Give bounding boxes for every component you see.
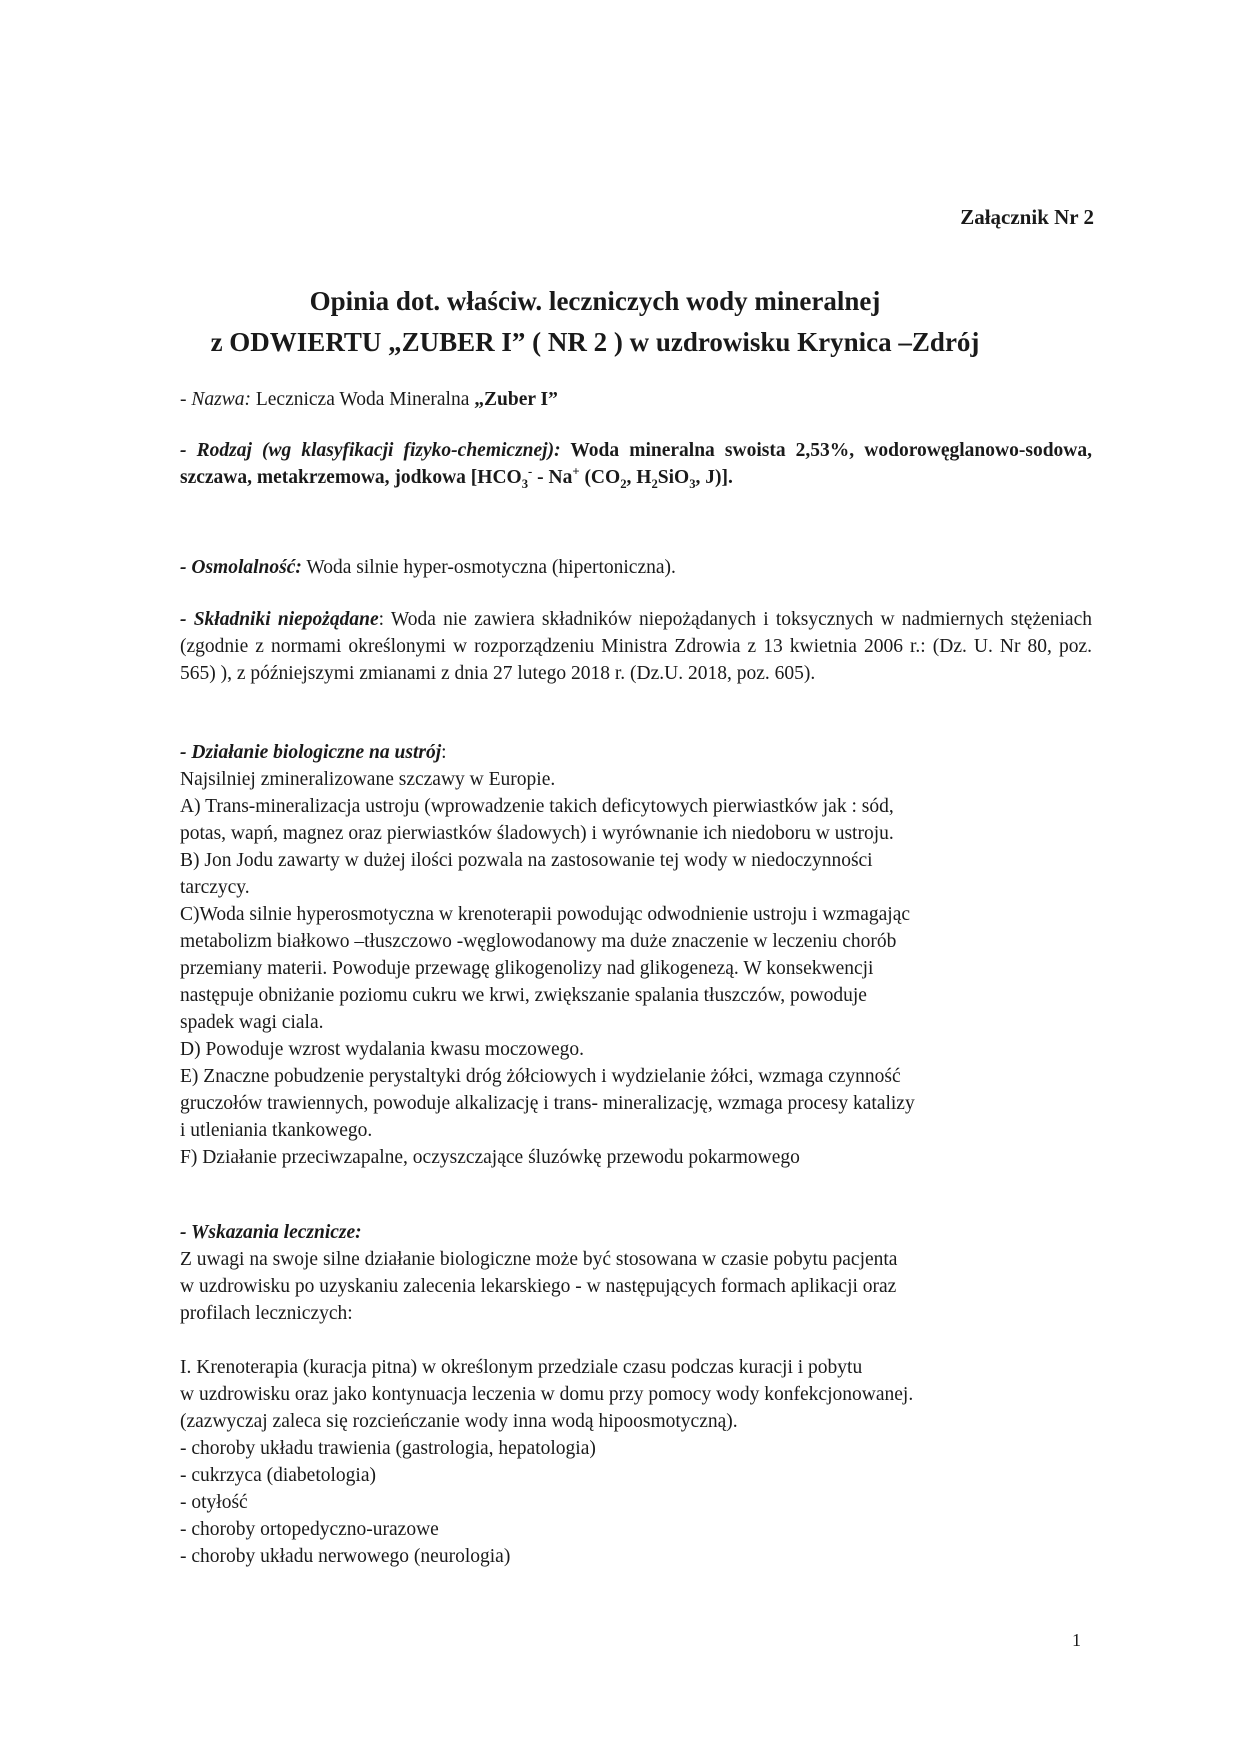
biological-line: D) Powoduje wzrost wydalania kwasu moczowego. bbox=[180, 1039, 584, 1060]
biological-line: przemiany materii. Powoduje przewagę glikogenolizy nad glikogenezą. W konsekwencji bbox=[180, 958, 874, 979]
osmolality-paragraph bbox=[180, 554, 1092, 581]
type-text-1: Woda mineralna swoista 2,53%, wodorowęglanowo-sodowa, szczawa, metakrzemowa, jodkowa [HCO bbox=[180, 440, 1092, 488]
biological-line: Najsilniej zmineralizowane szczawy w Europie. bbox=[180, 769, 556, 790]
krenotherapy-line: (zazwyczaj zaleca się rozcieńczanie wody inna wodą hipoosmotyczną). bbox=[180, 1411, 738, 1432]
biological-line: i utleniania tkankowego. bbox=[180, 1120, 373, 1141]
document-title-line-2: z ODWIERTU „ZUBER I” ( NR 2 ) w uzdrowisku Krynica –Zdrój bbox=[210, 327, 980, 357]
undesirable-text: : Woda nie zawiera składników niepożądanych i toksycznych w nadmiernych stężeniach (zgodnie z normami określonymi w rozporządzeniu Ministra Zdrowia z 13 kwietnia 2006 r.: (Dz. U. Nr 80, poz. 565) ), z późniejszymi zmianami z dnia 27 lutego 2018 r. (Dz.U. 2018, poz. 605). bbox=[180, 609, 1092, 684]
krenotherapy-section bbox=[180, 1354, 1092, 1570]
krenotherapy-line: - choroby ortopedyczno-urazowe bbox=[180, 1519, 439, 1540]
undesirable-label: - Składniki niepożądane bbox=[180, 609, 379, 630]
type-text-5: SiO bbox=[657, 467, 690, 488]
name-value: „Zuber I” bbox=[474, 389, 558, 410]
type-sup-1: - bbox=[528, 464, 533, 479]
biological-section bbox=[180, 739, 1092, 1171]
krenotherapy-line: - choroby układu nerwowego (neurologia) bbox=[180, 1546, 511, 1567]
undesirable-paragraph bbox=[180, 606, 1092, 687]
name-text: Lecznicza Woda Mineralna bbox=[250, 389, 475, 410]
name-paragraph bbox=[180, 386, 1092, 413]
biological-label: - Działanie biologiczne na ustrój bbox=[180, 742, 442, 763]
indications-line: profilach leczniczych: bbox=[180, 1303, 353, 1324]
biological-colon: : bbox=[441, 742, 447, 763]
biological-line: gruczołów trawiennych, powoduje alkalizację i trans- mineralizację, wzmaga procesy katalizy bbox=[180, 1093, 915, 1114]
biological-line: następuje obniżanie poziomu cukru we krwi, zwiększanie spalania tłuszczów, powoduje bbox=[180, 985, 867, 1006]
page-number: 1 bbox=[1072, 1630, 1081, 1650]
type-sub-4: 3 bbox=[689, 476, 696, 491]
indications-line: Z uwagi na swoje silne działanie biologiczne może być stosowana w czasie pobytu pacjenta bbox=[180, 1249, 898, 1270]
attachment-number: Załącznik Nr 2 bbox=[960, 205, 1094, 229]
type-text-4: , H bbox=[626, 467, 652, 488]
krenotherapy-line: - choroby układu trawienia (gastrologia, hepatologia) bbox=[180, 1438, 596, 1459]
biological-line: B) Jon Jodu zawarty w dużej ilości pozwala na zastosowanie tej wody w niedoczynności bbox=[180, 850, 873, 871]
biological-line: F) Działanie przeciwzapalne, oczyszczające śluzówkę przewodu pokarmowego bbox=[180, 1147, 800, 1168]
indications-label: - Wskazania lecznicze: bbox=[180, 1222, 362, 1243]
biological-line: tarczycy. bbox=[180, 877, 250, 898]
indications-line: w uzdrowisku po uzyskaniu zalecenia lekarskiego - w następujących formach aplikacji oraz bbox=[180, 1276, 897, 1297]
biological-line: potas, wapń, magnez oraz pierwiastków śladowych) i wyrównanie ich niedoboru w ustroju. bbox=[180, 823, 894, 844]
krenotherapy-line: - otyłość bbox=[180, 1492, 248, 1513]
osmolality-label: - Osmolalność: bbox=[180, 557, 302, 578]
type-sub-3: 2 bbox=[651, 476, 658, 491]
type-label: - Rodzaj (wg klasyfikacji fizyko-chemicznej): bbox=[180, 440, 561, 461]
type-sub-1: 3 bbox=[521, 476, 529, 491]
biological-line: metabolizm białkowo –tłuszczowo -węglowodanowy ma duże znaczenie w leczeniu chorób bbox=[180, 931, 897, 952]
osmolality-text: Woda silnie hyper-osmotyczna (hipertoniczna). bbox=[301, 557, 676, 578]
document-title-line-1: Opinia dot. właściw. leczniczych wody mineralnej bbox=[309, 286, 881, 316]
biological-line: spadek wagi ciala. bbox=[180, 1012, 324, 1033]
type-paragraph bbox=[180, 437, 1092, 491]
type-sub-2: 2 bbox=[620, 476, 627, 491]
indications-section bbox=[180, 1219, 1092, 1327]
type-sup-2: + bbox=[572, 464, 580, 479]
biological-line: C)Woda silnie hyperosmotyczna w krenoterapii powodując odwodnienie ustroju i wzmagając bbox=[180, 904, 911, 925]
biological-line: A) Trans-mineralizacja ustroju (wprowadzenie takich deficytowych pierwiastków jak : sód, bbox=[180, 796, 894, 817]
biological-line: E) Znaczne pobudzenie perystaltyki dróg żółciowych i wydzielanie żółci, wzmaga czynność bbox=[180, 1066, 901, 1087]
krenotherapy-line: I. Krenoterapia (kuracja pitna) w określonym przedziale czasu podczas kuracji i pobytu bbox=[180, 1357, 863, 1378]
type-text-3: (CO bbox=[579, 467, 621, 488]
krenotherapy-line: - cukrzyca (diabetologia) bbox=[180, 1465, 376, 1486]
type-text-6: , J)]. bbox=[695, 467, 733, 488]
type-text-2: - Na bbox=[532, 467, 573, 488]
krenotherapy-line: w uzdrowisku oraz jako kontynuacja leczenia w domu przy pomocy wody konfekcjonowanej. bbox=[180, 1384, 914, 1405]
name-label: - Nazwa: bbox=[180, 389, 251, 410]
